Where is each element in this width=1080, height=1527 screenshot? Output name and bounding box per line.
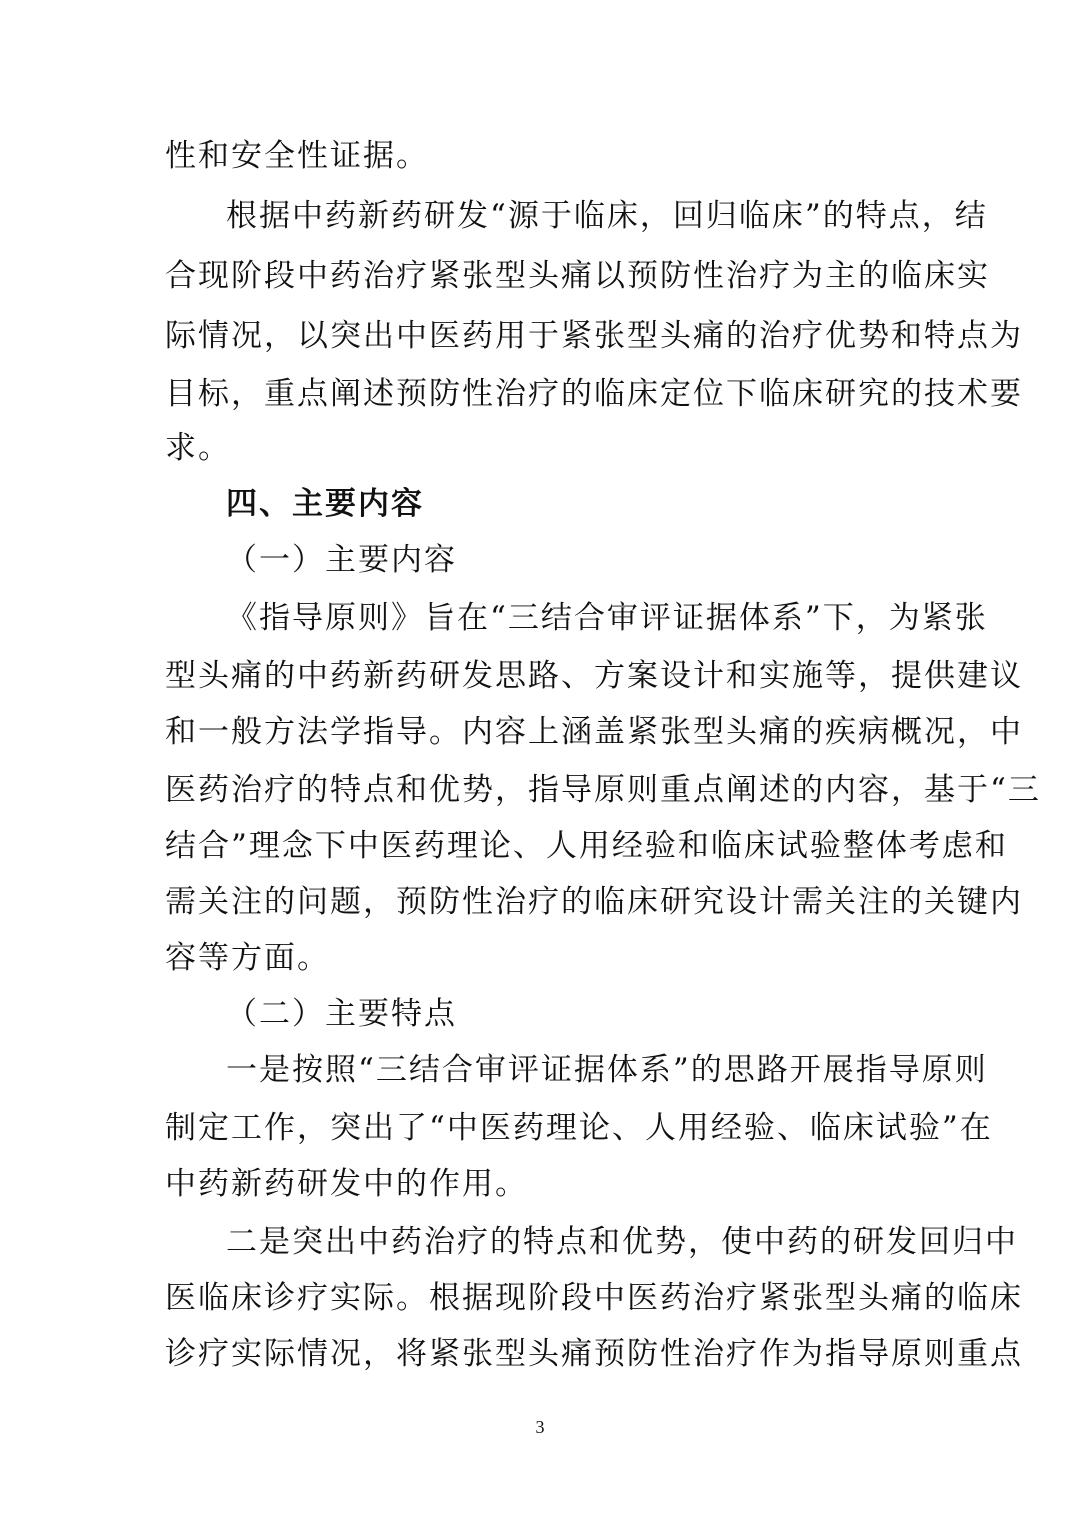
paragraph-line: 医药治疗的特点和优势，指导原则重点阐述的内容，基于“三 bbox=[165, 772, 1041, 808]
subsection-heading: （一）主要内容 bbox=[226, 542, 457, 578]
paragraph-line: 诊疗实际情况，将紧张型头痛预防性治疗作为指导原则重点 bbox=[165, 1336, 1023, 1372]
page-number: 3 bbox=[535, 1417, 545, 1437]
paragraph-line: 目标，重点阐述预防性治疗的临床定位下临床研究的技术要 bbox=[165, 376, 1023, 412]
paragraph-line: 求。 bbox=[165, 430, 231, 466]
paragraph-line: 《指导原则》旨在“三结合审评证据体系”下，为紧张 bbox=[226, 600, 988, 636]
paragraph-line: 结合”理念下中医药理论、人用经验和临床试验整体考虑和 bbox=[165, 828, 1008, 864]
paragraph-line: 一是按照“三结合审评证据体系”的思路开展指导原则 bbox=[226, 1052, 988, 1088]
section-heading: 四、主要内容 bbox=[226, 486, 424, 522]
paragraph-line: 医临床诊疗实际。根据现阶段中医药治疗紧张型头痛的临床 bbox=[165, 1280, 1023, 1316]
paragraph-line: 需关注的问题，预防性治疗的临床研究设计需关注的关键内 bbox=[165, 884, 1023, 920]
paragraph-line: 容等方面。 bbox=[165, 940, 330, 976]
paragraph-line: 中药新药研发中的作用。 bbox=[165, 1166, 528, 1202]
paragraph-line: 制定工作，突出了“中医药理论、人用经验、临床试验”在 bbox=[165, 1110, 993, 1146]
paragraph-line: 根据中药新药研发“源于临床，回归临床”的特点，结 bbox=[226, 198, 988, 234]
paragraph-line: 际情况，以突出中医药用于紧张型头痛的治疗优势和特点为 bbox=[165, 318, 1023, 354]
paragraph-line: 和一般方法学指导。内容上涵盖紧张型头痛的疾病概况，中 bbox=[165, 714, 1023, 750]
paragraph-line: 性和安全性证据。 bbox=[165, 138, 429, 174]
subsection-heading: （二）主要特点 bbox=[226, 996, 457, 1032]
paragraph-line: 合现阶段中药治疗紧张型头痛以预防性治疗为主的临床实 bbox=[165, 258, 990, 294]
paragraph-line: 型头痛的中药新药研发思路、方案设计和实施等，提供建议 bbox=[165, 658, 1023, 694]
paragraph-line: 二是突出中药治疗的特点和优势，使中药的研发回归中 bbox=[226, 1224, 1018, 1260]
